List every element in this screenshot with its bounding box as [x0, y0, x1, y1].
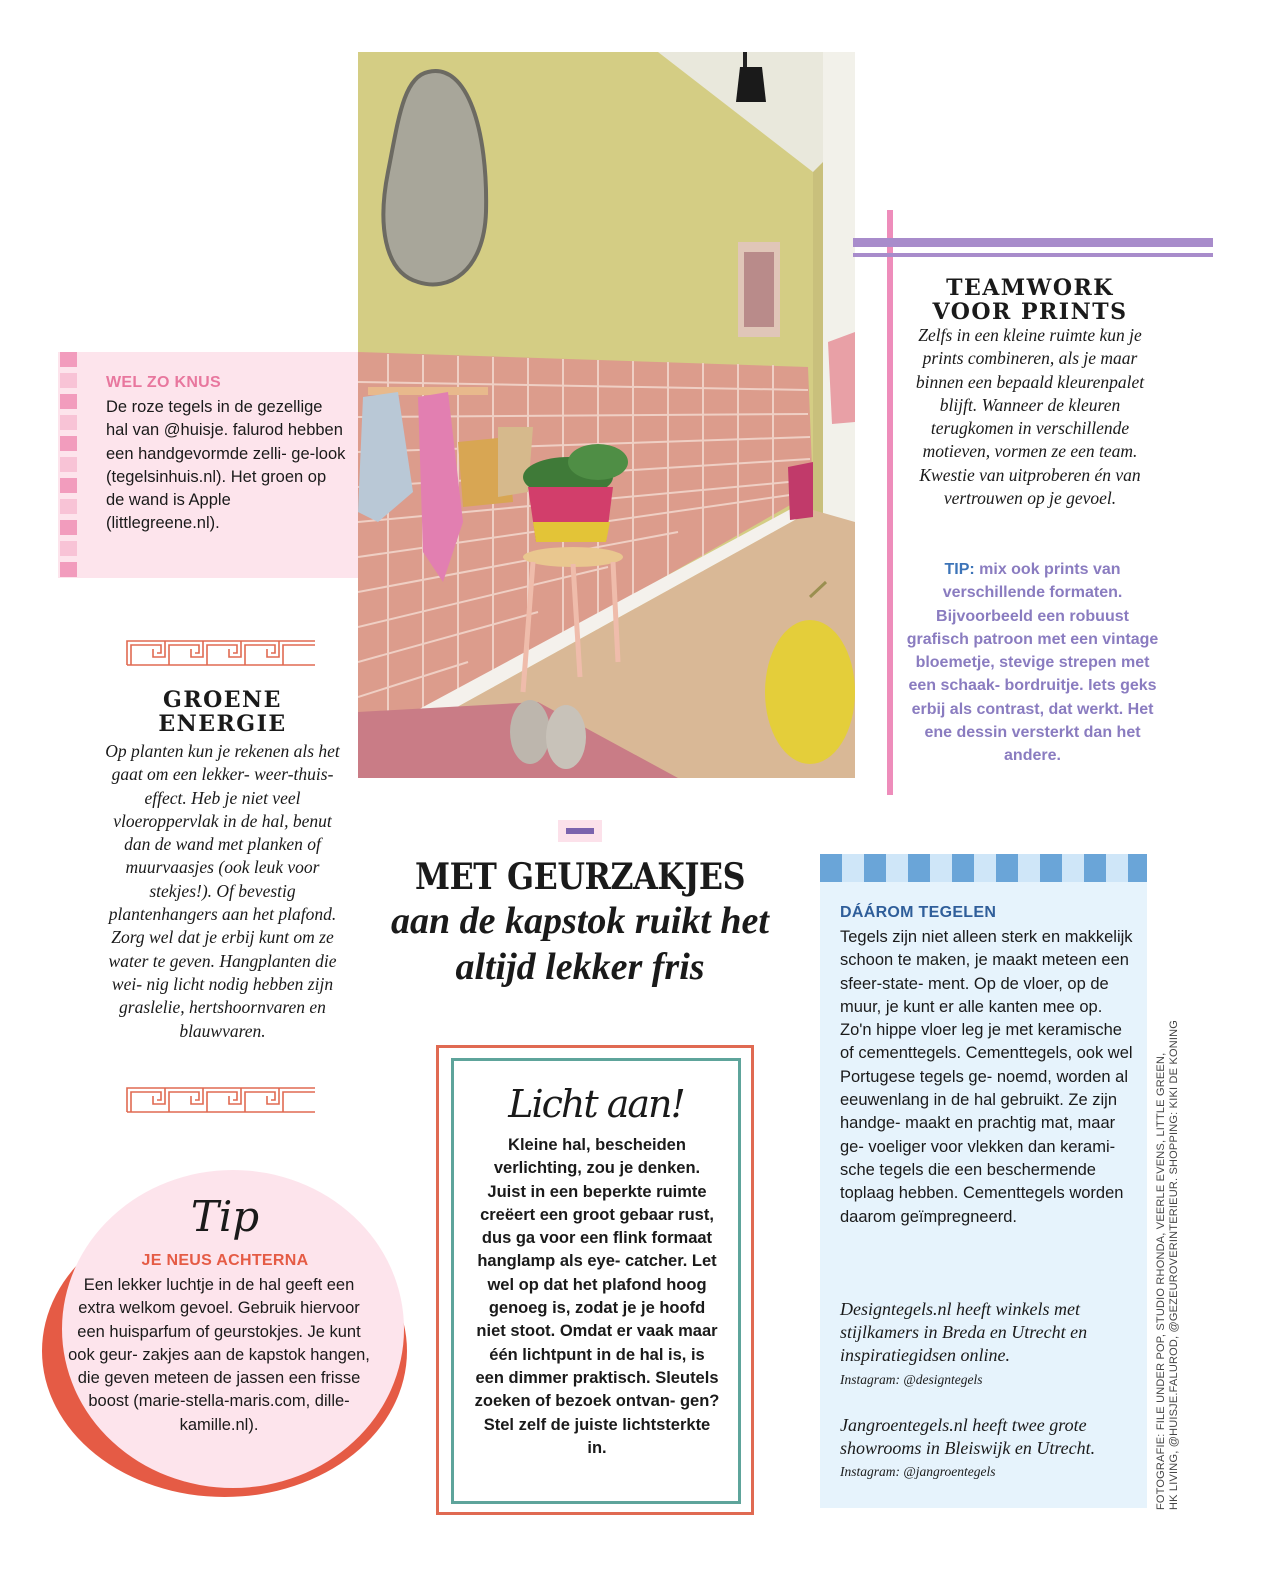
- tip-heading: JE NEUS ACHTERNA: [141, 1252, 309, 1269]
- tip-title: Tip: [190, 1192, 260, 1241]
- dealer-jangroentegels: Jangroentegels.nl heeft twee grote showrooms in Bleiswijk en Utrecht.: [840, 1415, 1096, 1458]
- pink-vertical-rule: [887, 210, 893, 795]
- credits-line: HK LIVING, @HUISJE.FALUROD, @GEZEUROVERINTERIEUR. SHOPPING: KIKI DE KONING: [1168, 1019, 1180, 1510]
- photo-credits: [1155, 970, 1181, 1510]
- teamwork-title: [905, 276, 1155, 324]
- headline-line: aan de kapstok ruikt het: [391, 900, 769, 942]
- tip-text: mix ook prints van verschillende formaten. Bijvoorbeeld een robuust grafisch patroon met een vintage bloemetje, stevige strepen met een schaak- bordruitje. Iets geks erbij als contrast, dat werkt. Het ene dessin versterkt dan het andere.: [906, 561, 1159, 765]
- groene-energie-body: Op planten kun je rekenen als het gaat om een lekker- weer-thuis-effect. Heb je niet veel vloeroppervlak in de hal, benut dan de wand met planken of muurvaasjes (ook leuk voor stekjes!). Of bevestig plantenhangers aan het plafond. Zorg wel dat je erbij kunt om ze water te geven. Hangplanten die wei- nig licht nodig hebben zijn graslelie, hertshoornvaren en blauwvaren.: [105, 741, 340, 1041]
- title-line: GROENE: [163, 687, 282, 713]
- box-heading: DÁÁROM TEGELEN: [840, 904, 997, 921]
- credits-line: FOTOGRAFIE: FILE UNDER POP, STUDIO RHONDA, VEERLE EVENS, LITTLE GREEN,: [1155, 1052, 1167, 1510]
- groene-energie-title: [100, 688, 345, 736]
- lilac-horizontal-rule-thin: [853, 253, 1213, 257]
- pink-square-pattern: [60, 352, 78, 578]
- box-heading: WEL ZO KNUS: [106, 374, 222, 391]
- dealer-jangroentegels-instagram: Instagram: @jangroentegels: [840, 1464, 996, 1479]
- meander-ornament-bottom: [125, 1084, 317, 1114]
- headline-line: MET GEURZAKJES: [414, 856, 746, 898]
- meander-ornament-top: [125, 637, 317, 667]
- title-line: VOOR PRINTS: [932, 299, 1128, 325]
- tip-label: TIP:: [944, 561, 975, 578]
- pull-quote-headline: [370, 856, 790, 990]
- title-line: ENERGIE: [158, 711, 287, 737]
- licht-aan-title: Licht aan!: [508, 1082, 684, 1126]
- blue-stripe-pattern: [820, 854, 1147, 882]
- title-line: TEAMWORK: [946, 275, 1114, 301]
- purple-bar-ornament: [558, 820, 602, 842]
- box-body: De roze tegels in de gezellige hal van @huisje. falurod hebben een handgevormde zelli- ge-look (tegelsinhuis.nl). Het groen op de wand is Apple (littlegreene.nl).: [106, 398, 346, 533]
- teamwork-body: Zelfs in een kleine ruimte kun je prints combineren, als je maar binnen een bepaald kleurenpalet blijft. Wanneer de kleuren terugkomen in verschillende motieven, vormen ze een team. Kwestie van uitproberen én van vertrouwen op je gevoel.: [915, 325, 1145, 509]
- dealer-designtegels: Designtegels.nl heeft winkels met stijlkamers in Breda en Utrecht en inspiratiegidsen online.: [840, 1299, 1088, 1365]
- hallway-photo: [358, 52, 855, 778]
- licht-aan-body: Kleine hal, bescheiden verlichting, zou je denken. Juist in een beperkte ruimte creëert een groot gebaar rust, dus ga voor een flink formaat hanglamp als eye- catcher. Let wel op dat het plafond hoog genoeg is, zodat je je hoofd niet stoot. Omdat er vaak maar één lichtpunt in de hal is, is een dimmer praktisch. Sleutels zoeken of bezoek ontvan- gen? Stel zelf de juiste lichtsterkte in.: [474, 1136, 720, 1457]
- box-body: Tegels zijn niet alleen sterk en makkelijk schoon te maken, je maakt meteen een sfeer-state- ment. Op de vloer, op de muur, je kunt er alle kanten mee op. Zo'n hippe vloer leg je met keramische of cementtegels. Cementtegels, ook wel Portugese tegels ge- noemd, worden al eeuwenlang in de hal gebruikt. Ze zijn handge- maakt en prachtig mat, maar ge- voeliger voor vlekken dan kerami- sche tegels die een beschermende toplaag hebben. Cementtegels worden daarom geïmpregneerd.: [840, 928, 1133, 1226]
- headline-line: altijd lekker fris: [455, 946, 705, 988]
- lilac-horizontal-rule: [853, 238, 1213, 247]
- info-box-wel-zo-knus: [58, 352, 358, 578]
- teamwork-tip: [905, 558, 1160, 768]
- tip-body: Een lekker luchtje in de hal geeft een extra welkom gevoel. Gebruik hiervoor een huisparfum of geurstokjes. Je kunt ook geur- zakjes aan de kapstok hangen, die geven meteen de jassen een frisse boost (marie-stella-maris.com, dille-kamille.nl).: [68, 1276, 370, 1434]
- dealer-designtegels-instagram: Instagram: @designtegels: [840, 1372, 983, 1387]
